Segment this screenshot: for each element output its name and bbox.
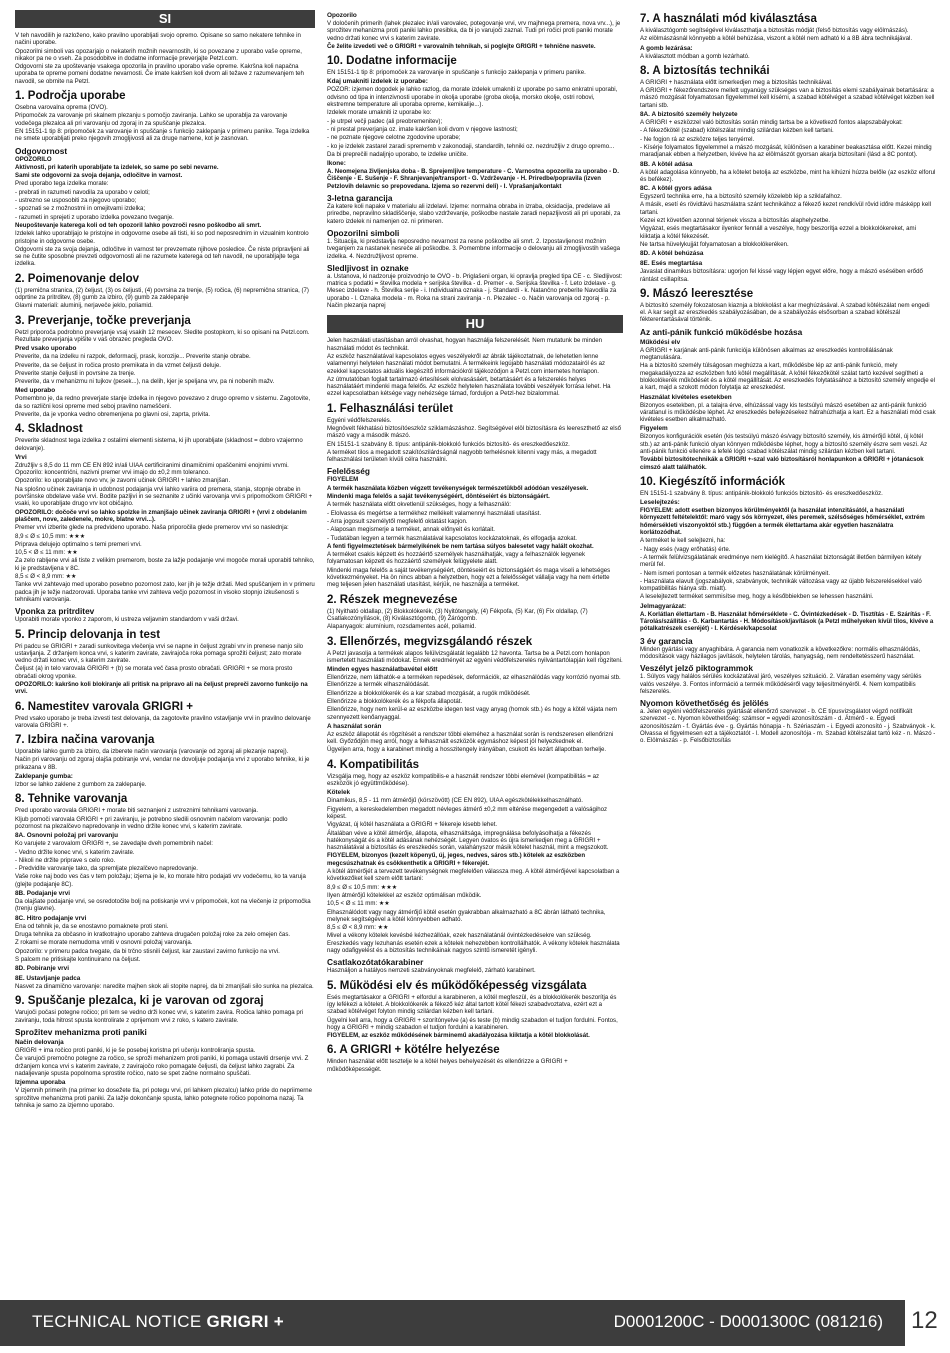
subsection-heading: Izjemna uporaba [15,1079,66,1087]
paragraph: Javaslat dinamikus biztosításra: ugorjon fel kissé vagy lépjen egyet előre, hogy a mászó esésében erődő rántást csillapítsa. [640,268,923,283]
subsection [15,975,315,990]
subsection [15,1039,315,1077]
section-heading: 3. Preverjanje, točke preverjanja [15,314,191,327]
subsection [640,394,936,424]
section-heading: 8. A biztosítás technikái [640,64,770,77]
paragraph: Használjon a hatályos nemzeti szabványoknak megfelelő, zárható karabinert. [327,967,536,975]
paragraph: Pripomoček za varovanje pri skalnem plezanju s pomočjo zaviranja. Lahko se uporablja za varovanje vodečega plezalca ali pri varovanju od zgoraj in za spuščanje plezalca. [15,112,288,127]
subsection-heading: Kötelek [327,789,351,797]
paragraph: - prebrati in razumeti navodila za uporabo v celoti; [15,188,150,196]
paragraph: (1) Nyitható oldallap, (2) Blokkolókerék, (3) Nyitótengely, (4) Fékpofa, (5) Kar, (6) Fix oldallap, (7) Csatlakozónyílások, (8) Kiválasztógomb, (9) Zárógomb. [327,607,588,622]
paragraph: Pred uporabo varovala GRIGRI + morate biti seznanjeni z ustreznimi tehnikami varovanja. [15,807,259,815]
paragraph: EN 15151-1 szabvány 8. típus: antipánik-blokkoló funkciós biztosító- és ereszkedőeszköz. [640,489,883,497]
subsection [640,161,936,184]
paragraph: POZOR: izjemen dogodek je lahko razlog, da morate izdelek umakniti iz uporabe po samo enkratni uporabi, odvisno od tipa in intenzivnosti uporabe in okolja uporabe (groba okolja, morsko okolje, ostri robovi, ekstremne temperature ali uporaba opreme, kemikalije...). [327,86,618,109]
subsection [327,263,623,309]
paragraph: Vigyázat, esés megtartásakor ilyenkor fennáll a veszélye, hogy beszorítja ezzel a blokkolókereket, ami kiiktatja a kötél fékezését. [640,225,916,240]
paragraph: A fenti figyelmeztetések bármelyikének be nem tartása súlyos balesetet vagy halált okozhat. [327,542,594,550]
section-heading: 7. Izbira načina varovanja [15,734,155,747]
paragraph: 1. Súlyos vagy halálos sérülés kockázatával járó, veszélyes szituáció. 2. Váratlan esemény vagy sérülés valós veszélye. 3. Fontos információ a termék működéséről vagy teljesítményéről. 4. Nem kompatibilis felszerelés. [640,673,922,695]
paragraph: - A termék felülvizsgálatának eredménye nem kielégítő. A használat biztonságát illetően bármilyen kétely merül fel. [640,553,922,569]
section [15,995,315,1109]
paragraph: Az elölmászásnál könnyebb a kötél behúzása, viszont a kötél nem adható ki a 8B ábra technikájával. [640,35,913,43]
section-heading: 1. Področja uporabe [15,90,126,103]
paragraph: A másik, esetí és rövidtávú használatra szánt technikához a fékező kezet rendkívül rövid időre másképp kell tartani. [640,201,931,216]
paragraph: OPOZORILO: kakršno koli blokiranje ali pritisk na pripravo ali na čeljust prepreči zavorno funkcijo na vrvi. [15,681,308,696]
paragraph: GRIGRI + ima ročico proti paniki, ki je še posebej koristna pri učenju kontroliranja spusta. [15,1047,256,1055]
paragraph: Na splošno učinek zaviranja in udobnost podajanja vrvi lahko variira od premera, stanja, stopnje obrabe in površinske obdelave vaše vrvi. Bodite pazljivi in se seznanite z učinki varovanja vrvi s pripomočkom GRIGRI + vsaki, ko uporabljate drugo vrv kot običajno. [15,485,313,508]
paragraph: Druga tehnika za občasno in kratkotrajno uporabo zahteva drugačen položaj roke za zelo omejen čas. [15,930,291,938]
section [327,759,623,975]
paragraph: Ellenőrizze, nem láthatók-e a terméken repedések, deformációk, az elhasználódás vagy korrózió nyomai stb. Ellenőrizze a termék elhasználódását. [327,674,621,689]
paragraph: Ena od tehnik je, da se enostavno pomaknete proti steni. [15,922,169,930]
paragraph: - Nem ismeri pontosan a termék előzetes használatának körülményeit. [640,569,831,577]
subsection [640,603,936,633]
subsection-heading: Ikone: [327,160,346,168]
paragraph: Pred uporabo tega izdelka morate: [15,180,109,188]
subsection [640,260,936,283]
paragraph: Če varujoči premočno potegne za ročico, se sproži mehanizem proti paniki, ki pomaga ustaviti drsenje vrvi. Z držanjem konca vrvi s katerim zavirate, z zavirajočo roko pomagate čeljusti, da čeljust lahko zagrabi. Za nadaljevanje spusta popolnoma sprostite ročico, nato se spet začne normalno spuščati. [15,1055,309,1077]
paragraph: Da bi preprečili nadaljnjo uporabo, te izdelke uničite. [327,150,468,158]
section [327,636,623,754]
paragraph: Mivel a vékony kötelek kevésbé kézhezállóak, ezek használatánál óvintézkedésekre van szükség. Ereszkedés vagy lezuhanás esetén ezek a kötelek nehezebben kontrollálhatók. A vékony kötelek használata nagy odafigyelést és a biztosítás technikáinak nagyos szintű ismeretét igényli. [327,932,620,955]
paragraph: Esés megtartásakor a GRIGRI + elfordul a karabineren, a kötél megfeszül, és a blokkolókerék beszorítja és így lefékezi a kötelet. A blokkolókerék a fékező kéz által tartott kötél fékezi szabadvoztatva, ezért ezt a szabad kötélvéget folyton mindig szilárdan kézben kell tartani. [327,993,617,1016]
paragraph: V določenih primerih (lahek plezalec in/ali varovalec, potegovanje vrvi, vrv majhnega premera, nova vrv...), je sprožitev mehanizma proti paniki lahko presibka, da bi jo varujoči zaznal. Tudi pri ročici proti paniki morate vedno držati konec vrvi s katerim zavirate. [327,20,621,42]
subsection-heading: Figyelem [640,425,668,433]
paragraph: V izjemnih primerih (na primer ko dosežete tla, pri potegu vrvi, pri lahkem plezalcu) lahko pride do nepriimerne sprožitve mehanizma proti paniki. Za lažje dokončanje spusta, lahko potegnete ročico popolnoma nazaj. Ta tehnika je samo za izjemno uporabo. [15,1087,313,1109]
paragraph: Az útmutatóban foglalt tartalmazó értesítések elolvasásáért, betartásáért és a felszerelés helyes használatáért mindenki maga felelős. Az eszköz helytelen használata további veszélyek forrása lehet. Ha ezzel kapcsolatban kétsége vagy nehézsége támad, forduljon a Petzl-hez bizalommal. [327,375,611,398]
subsection [640,327,936,337]
footer-title-prefix: TECHNICAL NOTICE [32,1312,207,1331]
section-heading: 9. Mászó leeresztése [640,287,754,300]
subsection [15,1079,315,1109]
subsection-heading: Csatlakozótatókarabiner [327,957,424,968]
subsection [327,78,623,158]
section [15,273,315,310]
footer-product: GRIGRI + [206,1312,284,1331]
paragraph: Preverite, da je vponka vedno obremenjena po glavni osi, zaprta, privita. [15,410,211,418]
subsection-heading: 8E. Esés megtartása [640,260,703,268]
paragraph: Varujoči počasi potegne ročico; pri tem se vedno drži konec vrvi, s katerim zavira. Ročica lahko pomaga pri zaviranju, toda hitrost spusta kontrolirate z oprijemom vrvi z roko, s katero zavirate. [15,1009,304,1024]
paragraph: Ellenőrizze a blokkolókerék és a fékpofa állapotát. [327,698,463,705]
paragraph: A. Korlátlan élettartam - B. Használat hőmérséklete - C. Óvintézkedések - D. Tisztítás - E. Szárítás - F. Tárolás/szállítás - G. Karbantartás - H. Módosítások/javítások (a Petzl műhelyeken kívül tilos, kivéve a pótalkatrészek cseréjét) - I. Kérdések/kapcsolat [640,610,934,633]
paragraph: Sami ste odgovorni za svoja dejanja, odločitve in varnost. [15,172,183,180]
subsection-heading: Opozorilni simboli [327,227,400,238]
section [327,1044,623,1073]
page-number: 12 [911,1307,938,1334]
subsection-heading: Zaklepanje gumba: [15,773,73,781]
paragraph: A GRIGRI + eszközzel való biztosítás során mindig tartsa be a következő fontos alapszabályokat: [640,119,903,127]
subsection [640,45,936,60]
paragraph: Preverite stanje čeljusti in povrsine za trenje. [15,369,136,377]
subsection-heading: Odgovornost [15,145,68,156]
subsection-heading: Sledljivost in oznake [327,262,409,273]
paragraph: Preverite, da na izdelku ni razpok, deformacij, prask, korozije... Preverite stanje obrabe. [15,353,251,361]
section [15,734,315,788]
paragraph: EN 15151-1 tip 8: pripomoček za varovanje in spuščanje s funkcijo zaklepanja v primeru panike. [327,69,586,77]
paragraph: Tanke vrvi zahtevajo med uporabo posebno pozornost zato, ker jih je težje držati. Med spuščanjem in v primeru padca jih je težje nadzorovati. Uporaba tanke vrvi zahteva večjo pozornost in visoko stopnjo izkušenosti s tehnikami varovanja. [15,581,315,603]
subsection-heading: Felelősség [327,466,370,477]
paragraph: Ko varujete z varovalom GRIGRI +, se zavedajte dveh pomembnih načel: [15,840,213,848]
paragraph: Uporabite lahko gumb za izbiro, da izberete način varovanja (varovanje od zgoraj ali plezanje naprej). [15,748,289,756]
subsection [15,915,315,963]
paragraph: V teh navodilih je razloženo, kako pravilno uporabljati svojo opremo. Opisane so samo nekatere tehnike in načini uporabe. [15,32,301,47]
paragraph: Kezei ezt követően azonnal térjenek vissza a biztosítás alaphelyzetbe. [640,217,831,225]
paragraph: Z rokami se morate nemudoma vrniti v osnovni položaj varovanja. [15,939,193,947]
section [640,13,936,60]
column-si-hu [327,10,623,1275]
paragraph: Elhasználódott vagy nagy átmérőjű kötél esetén gyakrabban alkalmazható a 8C ábrán látható technika, melynek segítségével a kötél könnyebben adható. [327,908,606,923]
paragraph: 8,5 ≤ Ø < 8,9 mm: ★★ [15,573,77,581]
language-bar: SI [15,10,315,28]
paragraph: Aktivnosti, pri katerih uporabljate ta izdelek, so same po sebi nevarne. [15,163,219,171]
paragraph: FIGYELEM [327,476,359,484]
paragraph: A biztosító személy fokozatosan kiaznja a blokkolást a kar meghúzásával. A szabad kötélszálat nem engedi el. A kar segít az ereszkedés szabályozásában, de a szabályozás elsősorban a szabad kötélszál fékterentartásával történik. [640,301,930,324]
subsection [15,832,315,888]
subsection-heading: Pred vsako uporabo [15,345,77,353]
subsection-heading: 8C. A kötél gyors adása [640,185,712,193]
paragraph: Általában véve a kötél átmérője, állapota, elhasználtsága, impregnálása befolyásolhatja a fékezés hatékonyságát és a kötél adásának nehézségét. Legyen óvatos és újra ismerkedjen meg a GRIGRI + használatával a biztosítás és ereszkedés során, valahányszor másik kötelet használ, mint a megszokott. [327,829,609,852]
subsection [327,160,623,190]
paragraph: A termék használata közben végzett tevékenységek természetükből adódóan veszélyesek. [327,484,589,492]
subsection [15,146,315,268]
paragraph: Egyéni védőfelszerelés. [327,416,392,424]
paragraph: A GRIGRI + karjának anti-pánik funkciója különösen alkalmas az ereszkedés kontrollálásának megtanulására. [640,346,893,362]
paragraph: Figyelem, a kereskedelemben megadott névleges átmérő ±0,2 mm eltérése megengedett a valóságihoz képest. [327,805,608,820]
subsection [15,387,315,418]
section-heading: 1. Felhasználási terület [327,402,453,415]
paragraph: Opozorilo: v primeru padca tvegate, da bi trčno stisnili čeljust, kar zaustavi zavirno funkcijo na vrvi. [15,947,280,955]
paragraph: Izdelek lahko uporabljajo le pristojne in odgovorne osebe ali tisti, ki so pod neposrednim in vizualnim kontrolo pristojne in odgovorne osebe. [15,230,309,245]
section [327,55,623,309]
subsection-heading: Veszélyt jelző piktogrammok [640,663,753,674]
paragraph: Združljiv s 8,5 do 11 mm CE EN 892 in/ali UIAA certificiranimi dinamičnimi opaščenimi enojnimi vrvmi. Opozorilo: koncentrični, nazivni premer vrvi imajo do ±0,2 mm toleranco. [15,461,289,477]
subsection-heading: 3 év garancia [640,635,693,646]
section [15,701,315,730]
paragraph: Vaše roke naj bodo ves čas v tem položaju; izjema je le, ko morate hitro podajati vrv vodečemu, ko ta varuja (glejte podajanje 8C). [15,873,306,888]
section [327,337,623,397]
footer-bar [0,1300,905,1346]
subsection [15,454,315,603]
section-heading: 7. A használati mód kiválasztása [640,13,817,25]
section-heading: 10. Dodatne informacije [327,55,457,68]
subsection [15,1027,315,1037]
paragraph: A terméket tilos a megadott szakítószilárdságnál nagyobb terhelésnek kitenni vagy más, a megadott felhasználási területen kívüli célra használni. [327,448,597,464]
paragraph: Mindenki maga felelős a saját tevékenységéért, döntéseiért és biztonságáért és maga viseli a lehetséges következményeket. Ha ön nincs abban a helyzetben, hogy ezt a felelősséget vállalja vagy ha nem értette meg teljesen jelen használati utasítást, kérjük, ne használja a terméket. [327,566,611,589]
paragraph: - razumeti in sprejeti z uporabo izdelka povezano tveganje. [15,213,174,221]
paragraph: A kötél átmérőjét a tervezett tevékenységnek megfelelően válassza meg. A kötél átmérőjével kapcsolatban a következőket kell szem előtt tartani: [327,868,620,883]
subsection-heading: 8A. A biztosító személy helyzete [640,111,738,119]
section-heading: 6. Namestitev varovala GRIGRI + [15,700,194,713]
footer-code: D0001200C - D0001300C (081216) [613,1312,883,1331]
paragraph: - Nikoli ne držite priprave s celo roko. [15,856,116,864]
subsection-heading: 8E. Ustavljanje padca [15,975,81,983]
paragraph: A terméket csakis képzett és hozzáértő személyek használhatják, vagy a felhasználók legyenek folyamatosan képzett és hozzáértő személyek felügyelete alatt. [327,551,586,566]
paragraph: - ustrezno se usposobiti za njegovo uporabo; [15,197,137,205]
section [327,403,623,589]
paragraph: Petzl priporoča podrobno preverjanje vsaj vsakih 12 mesecev. Sledite postopkom, ki so opisani na Petzl.com. Rezultate preverjanja vpišite v vaš obrazec pregleda OVO. [15,328,310,343]
section-heading: 8. Tehnike varovanja [15,793,128,806]
paragraph: Opozorilo: ko uporabljate novo vrv, je zavorni učinek GRIGRI + lahko zmanjšan. [15,477,231,485]
paragraph: A GRIGRI + használata előtt ismerkedjen meg a biztosítás technikáival. [640,78,833,86]
section [15,32,315,85]
paragraph: Glavni materiali: aluminij, nerjaveče jeklo, poliamid. [15,302,153,310]
subsection [327,228,623,260]
paragraph: Ha a biztosító személy túlságosan meghúzza a kart, működésbe lép az anti-pánik funkció, mely megakadályozza az eszközben futó kötél megállítását. A kötél fékezőkötél szálat tartó kezével segítheti a blokkolókerék működését és a kötél megállítását. Az ereszkedés folytatásához a biztosító személy engedje el a kart, majd a szokott módon folytatja az ereszkedést. [640,362,936,392]
paragraph: S palcem ne pritiskajte kontinuirano na čeljust. [15,955,141,963]
section-heading: 5. Princip delovanja in test [15,628,161,641]
subsection-heading: Használat kivételes esetekben [640,393,732,401]
subsection-heading: Működési elv [640,338,681,346]
paragraph: Za katere koli napake v materialu ali izdelavi. Izjeme: normalna obraba in izraba, oksidacija, predelave ali priredbe, nepravilno skladiščenje, slabo vzdrževanje, poškodbe nastale zaradi nepazljivosti ali pri uporabi, za katero izdelek ni namenjen oz. ni primeren. [327,203,621,225]
paragraph: Alapanyagok: alumínium, rozsdamentes acél, poliamid. [327,623,477,631]
paragraph: Izbor se lahko zaklene z gumbom za zaklepanje. [15,781,147,789]
paragraph: - je utrpel večji padec (ali preobremenitev); [327,117,443,125]
subsection [640,339,936,392]
paragraph: Preverite, da v mehanizmu ni tujkov (pesek...), na delih, kjer je speljana vrv, pa ni nobenih mažv. [15,378,275,386]
paragraph: Ellenőrizze, hogy nem kerül-e az eszközbe idegen test vagy anyag (homok stb.) és hogy a kötél vájata nem szennyezett kenőanyaggal. [327,706,617,721]
subsection [15,773,315,788]
paragraph: Pomembno je, da redno preverjate stanje izdelka in njegovo povezavo z drugo opremo v sistemu. Zagotovite, da so različni kosi opreme med seboj pravilno nameščeni. [15,395,311,410]
section [15,90,315,268]
paragraph: EN 15151-1 tip 8: pripomoček za varovanje in spuščanje s funkcijo zaklepanja v primeru panike. Tega izdelka ne smete uporabljati preko njegovih zmogljivosti ali za druge namene, kot je zasnovan. [15,127,310,143]
paragraph: A kötél adagolása könnyebb, ha a kötelet betolja az eszközbe, mint ha kihúzni húzza belőle (az eszköz elforul és befékez). [640,168,936,183]
paragraph: Ne tartsa hüvelykujját folyamatosan a blokkolókeréken. [640,240,789,248]
section-heading: 4. Skladnost [15,423,83,436]
paragraph: Priprava delujejo optimalno s temi premeri vrvi. [15,540,142,548]
section-heading: 2. Poimenovanje delov [15,272,139,285]
paragraph: Preverite skladnost tega izdelka z ostalimi elementi sistema, ki jih uporabljate (skladnost = dobro vzajemno delovanje). [15,437,303,452]
paragraph: - Vedno držite konec vrvi, s katerim zavirate. [15,848,135,856]
paragraph: Megnövelt fékhatású biztosítóeszköz sziklamászáshoz. Segítségével elöl biztosításra és leereszthető az első mászó vagy a második mászó. [327,424,622,440]
section [15,423,315,623]
column-si [15,10,315,1275]
subsection-heading: Vponka za pritrditev [15,606,95,617]
subsection [327,666,623,721]
subsection [327,723,623,754]
paragraph: - Ne fogjon rá az eszközre teljes tenyérrel. [640,135,755,143]
paragraph: OPOZORILO: dočoče vrvi so lahko spolzke in zmanjšajo učinek zaviranja GRIGRI + (vrvi z obdelanim plaščem, nove, zaledenele, mokre, blatne vrvi...). [15,508,307,523]
subsection [640,250,936,258]
language-bar: HU [327,315,623,333]
paragraph: A kiválasztógomb segítségével kiválaszthatja a biztosítás módját (felső biztosítás vagy elölmászás). [640,27,909,34]
subsection-heading: 8C. Hitro podajanje vrvi [15,914,87,922]
paragraph: - ko je izdelek zastarel zaradi sprememb v zakonodaji, standardih, tehniki oz. nezdružljiv z drugo opremo... [327,142,615,150]
section [640,288,936,471]
paragraph: (1) premična stranica, (2) čeljust, (3) os čeljusti, (4) povrsina za trenje, (5) ročica, (6) nepremična stranica, (7) odprtine za pritrditev, (8) gumb za izbiro, (9) gumb za zaklepanje [15,286,309,302]
subsection-heading: Opozorilo [327,12,357,19]
paragraph: - Nagy esés (vagy erőhatás) érte. [640,545,731,553]
paragraph: Nasvet za dinamično varovanje: naredite majhen skok ali stopite naprej, da bi zmanjšali silo sunka na plezalca. [15,983,314,991]
subsection [15,606,315,623]
section [327,12,623,50]
paragraph: További biztosítótechnikák a GRIGRI +-szal való biztosításról honlapunkon a GRIGRI + jótanácsok címszó alatt találhatók. [640,456,924,471]
subsection-heading: 8B. Podajanje vrvi [15,890,71,898]
paragraph: Odgovorni ste za svoja dejanja, odločitve in varnost ter prevzemate njihove posledice. Če niste pripravljeni ali se ne čutite sposobne prevzeti odgovornosti ali ne razumete katerega od teh navodil, ne uporabljajte tega izdelka. [15,245,310,268]
paragraph: Pri padcu se GRIGRI + zaradi sunkovitega vlečenja vrvi se napne in čeljust zgrabi vrv in prenese nanjo silo ustavljanja. Z držanjem konca vrvi, s katerim zavirate, zavirajoča roka pomaga sprožiti čeljust; zato morate vedno držati konec vrvi, s katerim zavirate. [15,642,304,665]
paragraph: Az eszköz használatával kapcsolatos egyes veszélyekről az ábrák tájékoztatnak, de lehetetlen lenne valamennyi helytelen használati módot bemutatni. A termékeink legújabb használati módozatairól és az ezekkel kapcsolatos aktuális kiegészítő információkról tájékozódjon a Petzl.com internetes honlapon. [327,352,606,375]
subsection [640,698,936,744]
paragraph: Mindenki maga felelős a saját tevékenységéért, döntéseiért és biztonságáért. [327,493,550,501]
section-heading: 9. Spuščanje plezalca, ki je varovan od zgoraj [15,995,264,1008]
section [15,793,315,990]
paragraph: FIGYELEM, bizonyos (kezelt köpenyű, új, jeges, nedves, sáros stb.) kötelek az eszközben megcsúszhatnak és csökkenthetik a GRIGRI + fékerejét. [327,852,586,867]
paragraph: 8,5 ≤ Ø < 8,9 mm: ★★ [327,924,389,932]
paragraph: 10,5 < Ø ≤ 11 mm: ★★ [15,549,78,557]
subsection-heading: A használat során [327,722,382,730]
section-heading: 4. Kompatibilitás [327,758,420,771]
subsection [640,636,936,661]
subsection-heading: Način delovanja [15,1039,64,1047]
paragraph: Osebna varovalna oprema (OVO). [15,104,108,112]
footer-title [32,1312,284,1332]
section [327,594,623,631]
subsection-heading: Jelmagyarázat: [640,602,687,610]
paragraph: Minden gyártási vagy anyaghibára. A garancia nem vonatkozik a következőkre: normális elhasználódás, módosítások vagy házilagos javítások, helytelen tárolás, hanyagság, nem rendeltetésszerű használat. [640,645,921,660]
subsection-heading: 8A. Osnovni položaj pri varovanju [15,832,118,840]
paragraph: - Elolvassa és megértse a termékhez mellékelt valamennyi használati utasítást. [327,509,542,517]
paragraph: OPOZORILO [15,155,52,163]
paragraph: a. Jelen egyéni védőfelszerelés gyártását ellenőrző szervezet - b. CE típusvizsgálatot végző notifikált szervezet - c. Nyomon követhetőség: számsor = egyedi azonosítószám - d. Átmérő - e. Egyedi azonosítószám - f. Gyártás éve - g. Gyártás hónapja - h. Szériaszám - i. Egyedi azonosító - j. Szabványok - k. Olvassa el figyelmesen ezt a tájékoztatót - l. Modell azonosítója - m. Szabad kötélszálat tartó kéz - n. Mászó - o. Elölmászás - p. Felsőbiztosítás [640,708,936,745]
paragraph: Opozorilni simboli vas opozarjajo o nekaterih možnih nevarnostih, ki so povezane z uporabo vaše opreme, nikakor pa ne o vseh. Za posodobitve in dodatne informacije preverjajte Petzl.com. [15,47,302,62]
paragraph: Az eszköz állapotát és rögzítését a rendszer többi eleméhez a használat során is rendszeresen ellenőrizni kell. Győződjön meg arról, hogy a felhasznált eszközök egymáshoz képest jól helyezkednek el. [327,730,614,746]
subsection-heading: 8B. A kötél adása [640,160,693,168]
subsection-heading: Minden egyes használatbavétel előtt [327,666,438,674]
paragraph: A leselejtezett terméket semmisítse meg, hogy a későbbiekben se lehessen használni. [640,593,874,601]
paragraph: Ügyelni kell arra, hogy a GRIGRI + szorítónyelve (a) és teste (b) mindig szabadon el tudjon fordulni. Fontos, hogy a GRIGRI + mindig szabadon el tudjon fordulni a karabineren. [327,1016,618,1031]
section [640,65,936,283]
paragraph: Neupoštevanje katerega koli od teh opozoril lahko povzroči resno poškodbo ali smrt. [15,221,262,229]
paragraph: 8,9 ≤ Ø ≤ 10,5 mm: ★★★ [15,532,86,540]
paragraph: Jelen használati utasításban arról olvashat, hogyan használja felszerelését. Nem mutatunk be minden használati módot és technikát. [327,337,603,352]
paragraph: Premer vrvi izberite glede na predvideno uporabo. Naša priporočila glede premerov vrvi so naslednja: [15,524,289,532]
paragraph: Odgovorni ste za upoštevanje vsakega opozorila in pravilno uporabo vaše opreme. Kakršna koli napačna uporaba te opreme pomeni dodatne nevarnosti. Če imate kakršen koli dvom ali težave z razumevanjem teh navodil, se obrnite na Petzl. [15,63,304,85]
paragraph: A termék használata előtt okvetlenül szükséges, hogy a felhasználó: [327,501,511,509]
subsection [327,193,623,225]
paragraph: Da olajšate podajanje vrvi, se osredotočite bolj na potiskanje vrvi v pripomoček, kot na vlečenje iz pripomočka (trenju glavne). [15,898,311,913]
paragraph: Preverite, da se čeljust in ročica prosto premikata in da vzmet čeljusti deluje. [15,361,221,369]
paragraph: A Petzl javasolja a termékek alapos felülvizsgálatát legalább 12 havonta. Tartsa be a Petzl.com honlapon ismertetett használati módokat. Ennek eredményét az egyéni védőfelszerelés nyilvántartólapján kell rögzíteni. [327,649,623,664]
section-heading: 6. A GRIGRI + kötélre helyezése [327,1044,500,1057]
subsection-heading: 8D. A kötél behúzása [640,250,704,258]
paragraph: Vizsgálja meg, hogy az eszköz kompatibilis-e a használt rendszer többi elemével (kompatibilitás = az eszközök jó együttműködése). [327,772,600,788]
paragraph: A kiválasztott módban a gomb lezárható. [640,52,750,60]
paragraph: Čeljust (a) in telo varovala GRIGRI + (b) se morata več časa prosto obračati. GRIGRI + se mora prosto obračati okrog vponke. [15,665,293,680]
subsection [640,499,936,601]
subsection [327,789,623,954]
subsection [327,957,623,974]
paragraph: A terméket le kell selejtezni, ha: [640,537,726,545]
paragraph: - Tudatában legyen a termék használatával kapcsolatos kockázatoknak, és elfogadja azokat. [327,534,577,542]
paragraph: - ne poznate njegove celotne zgodovine uporabe; [327,134,461,142]
paragraph: Pred vsako uporabo je treba izvesti test delovanja, da zagotovite pravilno vstavljanje vrvi in pravilno delovanje varovala GRIGRI +. [15,714,311,729]
paragraph: FIGYELEM: adott esetben bizonyos körülményektől (a használat intenzitásától, a használati környezett feltételektől: maró vagy sós környezet, éles peremek, szélsőséges hőmérséklet, extrém hőmérsékleti viszonyoktól stb.) függően a termék élettartama akár egyetlen használatra korlátozódhat. [640,507,925,537]
paragraph: - ni prestal preverjanja oz. imate kakršen koli dvom v njegove lastnosti; [327,125,518,133]
subsection [15,890,315,913]
paragraph: 1. Situacija, ki predstavlja neposredno nevarnost za resne poškodbe ali smrt. 2. Izpostavljenost možnim tveganjem za nastanek nesreče ali poškodbe. 3. Pomembne informacije o delovanju ali zmogljivostih vašega izdelka. 4. Nezdružljivost opreme. [327,237,621,260]
paragraph: - Predvidite varovanje tako, da spremljate plezalčevo napredovanje. [15,865,198,873]
subsection-heading: Kdaj umakniti izdelek iz uporabe: [327,78,428,86]
subsection [327,12,623,50]
paragraph: - Kísérje folyamatos figyelemmel a mászó mozgását, különösen a karabiner beakasztása előtt. Kezei mindig maradjanak ebben a helyzetben, kivéve ha az elölmászót gyorsan akarja biztosítani (lásd a 8C pontot). [640,143,932,159]
subsection-heading: Nyomon követhetőség és jelölés [640,698,769,709]
paragraph: Vigyázat, új kötél használata a GRIGRI + fékereje kisebb lehet. [327,821,498,829]
subsection-heading: A gomb lezárása: [640,44,693,52]
paragraph: Izdelek morate umakniti iz uporabe ko: [327,109,432,117]
paragraph: Ilyen átmérőjű kötelekkel az eszköz optimálisan működik. [327,891,482,899]
paragraph: Dinamikus, 8,5 - 11 mm átmérőjű (körszövött) (CE EN 892), UIAA egészkötélekkelhasználható. [327,797,583,805]
paragraph: 8,9 ≤ Ø ≤ 10,5 mm: ★★★ [327,883,398,891]
paragraph: Ügyeljen arra, hogy a karabinert mindig a hosszitengely irányában, csukott és lezárt állapotban terhelje. [327,746,607,754]
paragraph: FIGYELEM, az eszköz működésének bárminemű akadályozása kiiktatja a kötél blokkolását. [327,1032,590,1040]
paragraph: - Arra jogosult személytől megfelelő oktatást kapjon. [327,517,468,525]
subsection [15,965,315,973]
paragraph: - Alaposan megismerje a terméket, annak előnyeit és korlátait. [327,526,496,534]
subsection [640,425,936,470]
paragraph: Bizonyos konfigurációk esetén (kis testsúlyú mászó és/vagy biztosító személy, kis átmérőjű kötél, új kötél stb.) az anti-pánik funkció olyan könnyen működésbe léphet, hogy a biztosító személy észre sem veszi. Az anti-pánik funkció ellenére a lefelé lógó szabad kötélszálat mindig szilárdan kézben kell tartani. [640,433,928,455]
paragraph: Bizonyos esetekben, pl. a talajra érve, elhúzással vagy kis testsúlyú mászó esetében az anti-pánik funkció váratlanul is működésbe léphet. Az ereszkedés befejezésekez hátrahúzhatja a kart. Ez a használati mód csak kivételes esetben alkalmazható. [640,401,936,424]
paragraph: - Használata elavult (jogszabályok, szabványok, technikák változása vagy az újabb felszerelésekkel való kompatibilitás hiánya stb. miatt). [640,577,922,593]
paragraph: Način pri varovanju od zgoraj olajša pobiranje vrvi, vendar ne dovoljuje podajanja vrvi z uporabo tehnike, ki je prikazana v 8B. [15,756,310,771]
paragraph: Uporabiti morate vponko z zaporom, ki ustreza veljavnim standardom v vaši državi. [15,616,239,624]
section-heading: 2. Részek megnevezése [327,593,458,606]
paragraph: 10,5 < Ø ≤ 11 mm: ★★ [327,900,390,908]
section-heading: 3. Ellenőrzés, megvizsgálandó részek [327,635,533,648]
subsection-heading: Sprožitev mehanizma proti paniki [15,1027,147,1038]
subsection-heading: 8D. Pobiranje vrvi [15,965,69,973]
paragraph: Kljub pomoči varovala GRIGRI + pri zaviranju, je potrebno sledili osnovnim načelom varovanja: podlo pozornost na plezalčevo napredovanje in vedno držite konec vrvi, s katerim zavirate. [15,815,288,830]
column-hu [640,10,936,1275]
subsection-heading: Leselejtezés: [640,499,680,507]
paragraph: - A fékezőkötél (szabad) kötélszálat mindig szilárdan kézben kell tartani. [640,127,834,135]
subsection-heading: Vrvi [15,453,27,461]
subsection-heading: Med uporabo [15,387,56,395]
subsection [327,466,623,588]
paragraph: Minden használat előtt tesztelje le a kötél helyes behelyezését és ellenőrizze a GRIGRI + működőképességét. [327,1058,568,1073]
section-heading: 5. Működési elv és működőképesség vizsgálata [327,979,587,992]
subsection-heading: Az anti-pánik funkció működésbe hozása [640,326,803,337]
section [15,629,315,696]
paragraph: Za zelo rabljene vrvi ali tiste z velikim premerom, boste za lažje podajanje vrvi mogoče morali uporabiti tehniko, ki je predstavljena v 8C. [15,557,315,572]
section-heading: 10. Kiegészítő információk [640,475,786,488]
paragraph: EN 15151-1 szabvány 8. típus: antipánik-blokkoló funkciós biztosító- és ereszkedőeszköz. [327,440,570,448]
subsection [15,345,315,385]
section [327,980,623,1040]
paragraph: Ellenőrizze a blokkolókerék és a kar szabad mozgását, a rugók működését. [327,689,531,697]
paragraph: Egyszerű technika erre, ha a biztosító személy közelebb lép a sziklafalhoz. [640,193,842,201]
paragraph: a. Ustanova, ki nadzoruje proizvodnjo te OVO - b. Priglašeni organ, ki opravlja pregled tipa CE - c. Sledljivost: matrica s podatki = številka modela + serijska številka - d. Premer - e. Serijska številka - f. Leto izdelave - g. Mesec izdelave - h. Številka serije - i. Individualna oznaka - j. Standardi - k. Natančno preberite Navodila za uporabo - l. Oznaka modela - m. Roka na strani zaviranja - n. Plezalec - o. Način varovanja od zgoraj - p. Način plezanja naprej [327,272,623,310]
paragraph: A GRIGRI + fékezőrendszere mellett ugyanúgy szükséges van a biztosítás elemi szabályainak betartására: a mászó mozgását folyamatosan figyelemmel kell kísérni, a szabad kötélvéget a szabad kötélvéget kézben kell tartani stb. [640,87,935,109]
paragraph: - spoznati se z možnostmi in omejitvami izdelka; [15,205,146,213]
paragraph: A. Neomejena življenjska doba - B. Sprejemljive temperature - C. Varnostna opozorila za uporabo - D. Čiščenje - E. Sušenje - F. Shranjevanje/transport - G. Vzdrževanje - H. Priredbe/popravila (izven Petzlovih delavnic so prepovedana. Izjema so rezervni deli) - I. Vprašanja/kontakt [327,168,619,190]
subsection [640,185,936,248]
section [15,315,315,419]
subsection [640,663,936,695]
subsection [640,111,936,158]
section [640,476,936,745]
paragraph: Če želite izvedeti več o GRIGRI + varovalnih tehnikah, si poglejte GRIGRI + tehnične nasvete. [327,42,596,50]
subsection-heading: 3-letna garancija [327,193,393,204]
